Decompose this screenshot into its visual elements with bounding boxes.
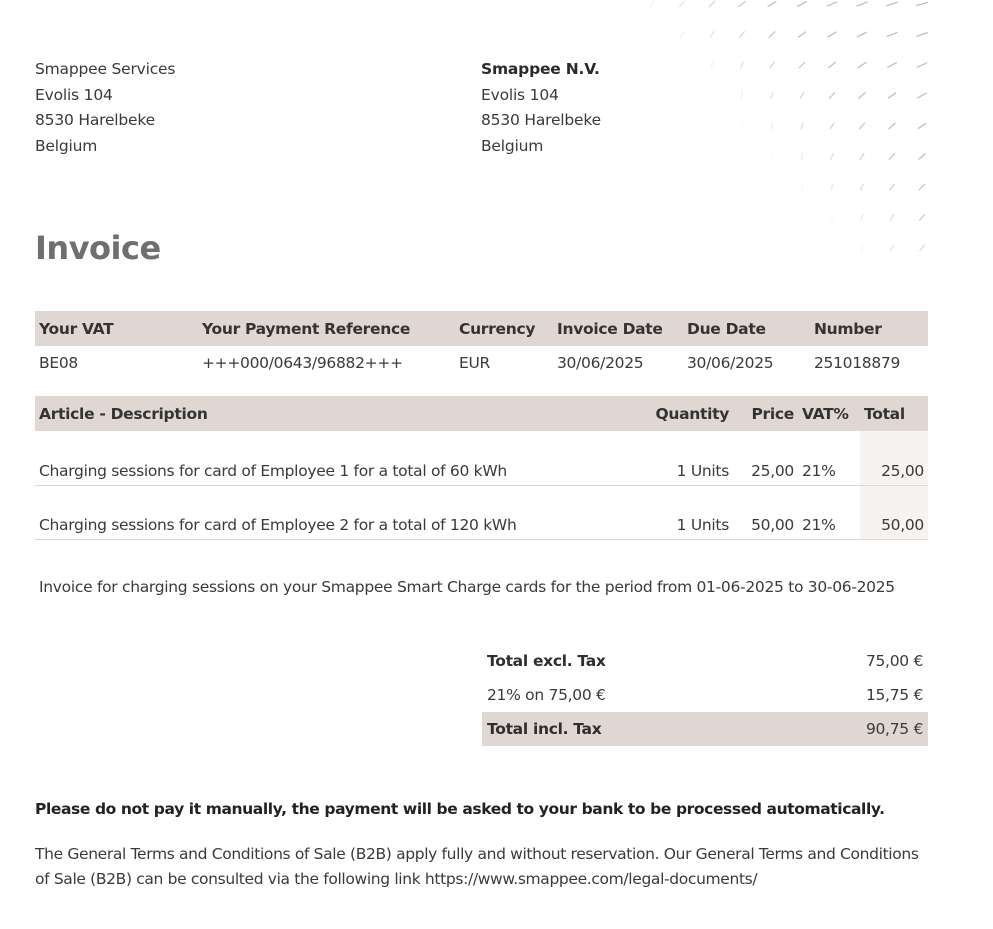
tax-row xyxy=(482,678,928,712)
header-total: Total xyxy=(860,396,928,431)
header-quantity: Quantity xyxy=(645,396,733,431)
invoice-info-table xyxy=(35,311,928,379)
tax-value: 15,75 € xyxy=(865,686,923,704)
header-currency: Currency xyxy=(455,311,553,346)
line-total: 25,00 xyxy=(860,431,928,485)
sender-name: Smappee Services xyxy=(35,60,176,78)
invoice-lines-table xyxy=(35,396,928,540)
line-description: Charging sessions for card of Employee 1 for a total of 60 kWh xyxy=(35,431,645,485)
value-invoice-date: 30/06/2025 xyxy=(557,353,644,372)
info-value-row xyxy=(35,346,928,379)
sender-address xyxy=(35,57,175,159)
totals-table xyxy=(482,644,928,746)
grand-total-row xyxy=(482,712,928,746)
document-title: Invoice xyxy=(35,229,161,267)
subtotal-row xyxy=(482,644,928,678)
recipient-name: Smappee N.V. xyxy=(481,60,600,78)
table-row xyxy=(35,485,928,539)
invoice-note: Invoice for charging sessions on your Smappee Smart Charge cards for the period from 01-06-2025 to 30-06-2025 xyxy=(39,578,895,596)
line-quantity: 1 Units xyxy=(645,485,733,539)
line-total: 50,00 xyxy=(860,485,928,539)
decorative-line-pattern-icon xyxy=(630,0,960,260)
grand-total-label: Total incl. Tax xyxy=(482,712,775,746)
header-your-vat: Your VAT xyxy=(35,311,198,346)
value-due-date: 30/06/2025 xyxy=(687,353,774,372)
line-price: 50,00 xyxy=(733,485,798,539)
value-number: 251018879 xyxy=(814,353,901,372)
line-vat: 21% xyxy=(798,485,860,539)
sender-city: 8530 Harelbeke xyxy=(35,111,155,129)
terms-text: The General Terms and Conditions of Sale (B2B) apply fully and without reservation. Our General Terms and Conditions of Sale (B2B) can be consulted via the following link https://www.smappee.com/legal-documents/ xyxy=(35,845,919,888)
value-currency: EUR xyxy=(459,353,491,372)
header-description: Article - Description xyxy=(35,396,645,431)
header-due-date: Due Date xyxy=(683,311,810,346)
grand-total-value: 90,75 € xyxy=(775,712,928,746)
header-invoice-date: Invoice Date xyxy=(553,311,683,346)
tax-label: 21% on 75,00 € xyxy=(487,686,606,704)
line-price: 25,00 xyxy=(733,431,798,485)
table-row xyxy=(35,431,928,485)
line-quantity: 1 Units xyxy=(645,431,733,485)
subtotal-value: 75,00 € xyxy=(865,652,923,670)
header-price: Price xyxy=(733,396,798,431)
recipient-city: 8530 Harelbeke xyxy=(481,111,601,129)
line-description: Charging sessions for card of Employee 2 for a total of 120 kWh xyxy=(35,485,645,539)
sender-country: Belgium xyxy=(35,136,98,155)
subtotal-label: Total excl. Tax xyxy=(487,652,606,670)
recipient-street: Evolis 104 xyxy=(481,85,559,104)
value-your-vat: BE08 xyxy=(39,353,78,372)
value-payment-reference: +++000/0643/96882+++ xyxy=(202,353,403,372)
info-header-row xyxy=(35,311,928,346)
lines-header-row xyxy=(35,396,928,431)
header-number: Number xyxy=(810,311,928,346)
recipient-address xyxy=(481,57,601,159)
header-vat: VAT% xyxy=(798,396,860,431)
payment-notice: Please do not pay it manually, the payment will be asked to your bank to be processed automatically. xyxy=(35,800,885,818)
header-payment-reference: Your Payment Reference xyxy=(198,311,455,346)
recipient-country: Belgium xyxy=(481,136,544,155)
sender-street: Evolis 104 xyxy=(35,85,113,104)
line-vat: 21% xyxy=(798,431,860,485)
